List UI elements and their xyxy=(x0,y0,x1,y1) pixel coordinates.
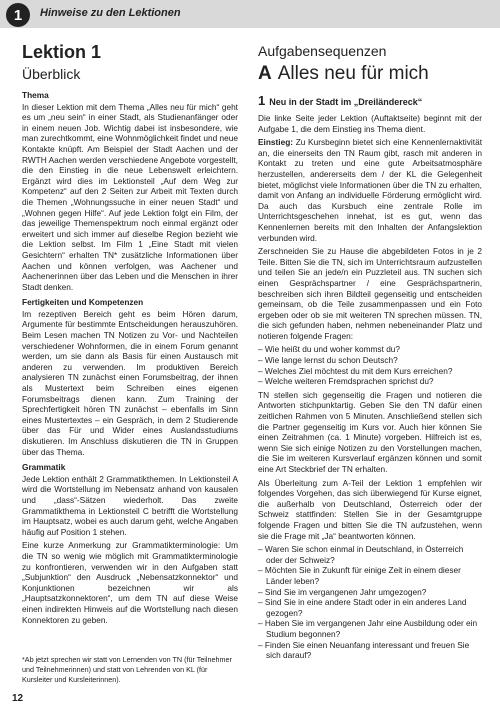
question-item: – Wie lange lernst du schon Deutsch? xyxy=(258,355,398,366)
section-text-grammar-note: Eine kurze Anmerkung zur Grammatikterminologie: Um die TN so wenig wie möglich mit Grammatikterminologie zu konfrontieren, verwenden wir in den Aufgaben statt „Subjunktion“ den Ausdruck „Nebensatzkonnektor“ und Konjunktionen bezeichnen wir als „Hauptsatzkonnektoren“, um dem TN auf diese Weise einen indirekten Hinweis auf die Wortstellung nach diesen Konnektoren zu geben. xyxy=(22,540,238,625)
question-list-partner xyxy=(258,344,482,386)
question-item: – Haben Sie im vergangenen Jahr eine Ausbildung oder ein Studium begonnen? xyxy=(258,618,478,639)
section-text-skills: Im rezeptiven Bereich geht es beim Hören darum, Argumente für bestimmte Entscheidungen herauszuhören. Beim Lesen machen TN Notizen zu Vor- und Nachteilen verschiedener Wohnformen, die in einem Forum genannt werden, um sie dann als Basis für einen Austausch mit anderen zu verwenden. Im produktiven Bereich analysieren TN zunächst einen Forumsbeitrag, der ihnen als Mustertext beim Schreiben eines eigenen Forumsbeitrags dienen kann. Zum Training der Sprechfertigkeit hören TN zunächst – ebenfalls im Sinn eines Mustertextes – ein Gespräch, in dem 2 Studierende über das Für und Wider eines Auslandsstudiums diskutieren. Im Anschluss diskutieren die TN in Gruppen über das Thema. xyxy=(22,308,238,457)
page-number: 12 xyxy=(12,693,24,704)
paragraph-einstieg xyxy=(258,137,482,243)
section-title-skills: Fertigkeiten und Kompetenzen xyxy=(22,297,144,308)
task-1-number: 1 xyxy=(258,93,266,108)
question-item: – Waren Sie schon einmal in Deutschland, in Österreich oder der Schweiz? xyxy=(258,544,464,565)
task-sequences-heading: Aufgabensequenzen xyxy=(258,43,387,59)
question-item: – Welches Ziel möchtest du mit dem Kurs erreichen? xyxy=(258,365,453,376)
section-text-thema: In dieser Lektion mit dem Thema „Alles neu für mich“ geht es um „neu sein“ in einer Stadt, als Studienanfänger oder in einem neuen Job. Wichtig dabei ist insbesondere, wie man zurechtkommt, eine Wohnmöglichkeit findet und neue Kontakte knüpft. Am Beispiel der Stadt Aachen und der RWTH Aachen werden verschiedene Angebote vorgestellt, die den Einstieg in die neue Lebenswelt erleichtern. Ergänzt wird dies im Lektionsteil „Auf dem Weg zur Kompetenz“ auf den 2 Seiten zur Arbeit mit Texten durch die Themen „Wohnungssuche in einer neuen Stadt“ und „Wohnen gegen Hilfe“. Auf jede Lektion folgt ein Film, der das jeweilige Themenspektrum noch einmal ergänzt oder erweitert und sich immer auf dieselbe Region bezieht wie die Lektion selbst. Im Film 1 „Eine Stadt mit vielen Gesichtern“ erhalten TN* zusätzliche Informationen über Aachen und können verfolgen, was Aachener und Aachenerinnen über das Leben und die Menschen in ihrer Stadt denken. xyxy=(22,101,238,292)
part-a-letter: A xyxy=(258,63,272,84)
lesson-title: Lektion 1 xyxy=(22,42,102,62)
header-title: Hinweise zu den Lektionen xyxy=(40,7,181,19)
task-1-heading xyxy=(258,95,482,108)
question-item: – Möchten Sie in Zukunft für einige Zeit in einem dieser Länder leben? xyxy=(258,565,461,586)
chapter-header xyxy=(0,0,500,28)
question-item: – Sind Sie in eine andere Stadt oder in ein anderes Land gezogen? xyxy=(258,597,467,618)
task-1-title: Neu in der Stadt im „Dreiländereck“ xyxy=(269,97,423,107)
overview-heading: Überblick xyxy=(22,66,81,82)
part-a-title xyxy=(258,63,482,85)
question-list-group xyxy=(258,544,482,661)
question-item: – Wie heißt du und woher kommst du? xyxy=(258,344,401,355)
section-text-grammar: Jede Lektion enthält 2 Grammatikthemen. In Lektionsteil A wird die Wortstellung im Nebensatz anhand von kausalen und „dass“-Sätzen wiederholt. Das zweite Grammatikthema in Lektionsteil C betrifft die Wortstellung im Hauptsatz, wobei es auch darum geht, welche Angaben häufig auf Position 1 stehen. xyxy=(22,473,238,537)
footnote: *Ab jetzt sprechen wir statt von Lernenden von TN (für Teilnehmer und Teilnehmerinnen) und statt von Lehrenden von KL (für Kursleiter und Kursleiterinnen). xyxy=(22,655,232,684)
question-item: – Finden Sie einen Neuanfang interessant und freuen Sie sich darauf? xyxy=(258,639,470,661)
section-title-thema: Thema xyxy=(22,90,49,100)
paragraph-intro: Die linke Seite jeder Lektion (Auftaktseite) beginnt mit der Aufgabe 1, die dem Einstieg ins Thema dient. xyxy=(258,113,482,134)
left-column xyxy=(22,42,238,628)
right-column xyxy=(258,42,482,664)
section-title-grammar: Grammatik xyxy=(22,462,66,473)
question-item: – Sind Sie im vergangenen Jahr umgezogen? xyxy=(258,586,427,597)
chapter-number-badge: 1 xyxy=(6,3,30,27)
paragraph-interview: TN stellen sich gegenseitig die Fragen und notieren die Antworten stichpunktartig. Geben Sie den TN dafür einen zeitlichen Rahmen von 5 Minuten. Anschließend stellen sich die Partner gegenseitig im Kurs vor. Auch hier können Sie einen Zeitrahmen (ca. 1 Minute) vorgeben. Hilfreich ist es, wenn Sie sich einige Notizen zu den Vorstellungen machen, die Sie im weiteren Kursverlauf ergänzen können und somit eine Art Steckbrief der TN erhalten. xyxy=(258,389,482,474)
question-item: – Welche weiteren Fremdsprachen sprichst du? xyxy=(258,376,434,387)
einstieg-label: Einstieg: xyxy=(258,137,294,148)
paragraph-transition: Als Überleitung zum A-Teil der Lektion 1 empfehlen wir folgendes Vorgehen, das sich überwiegend für Kurse eignet, die außerhalb von Deutschland, Österreich oder der Schweiz stattfinden: Stellen Sie in der Gesamtgruppe folgende Fragen und bitten Sie die TN aufzustehen, wenn sie die Frage mit „Ja“ beantworten können. xyxy=(258,477,482,541)
part-a-title-text: Alles neu für mich xyxy=(277,63,429,84)
einstieg-text: Zu Kursbeginn bietet sich eine Kennenlernaktivität an, die einerseits den TN Raum gibt, rasch mit anderen in Kontakt zu treten und eine gute Arbeitsatmosphäre herzustellen, andererseits dem / der KL die Gelegenheit bietet, möglichst viele Informationen über die TN zu erhalten, damit von Anfang an individuelle Förderung ermöglicht wird. Da auch das Kursbuch eine zentrale Rolle im Unterrichtsgeschehen innehat, ist es gut, wenn das Kennenlernen bereits mit den Inhalten der Anfangslektion verbunden wird. xyxy=(258,137,482,243)
paragraph-puzzle: Zerschneiden Sie zu Hause die abgebildeten Fotos in je 2 Teile. Bitten Sie die TN, sich im Unterrichtsraum aufzustellen und teilen Sie an jede/n ein Puzzleteil aus. TN suchen sich einen Gesprächspartner / eine Gesprächspartnerin, beschreiben sich ihren Bildteil gegenseitig und entscheiden gemeinsam, ob die Teile zusammenpassen und ein Foto ergeben oder ob sie mit weiteren TN sprechen müssen. TN, die sich gefunden haben, nehmen nebeneinander Platz und notieren folgende Fragen: xyxy=(258,246,482,341)
